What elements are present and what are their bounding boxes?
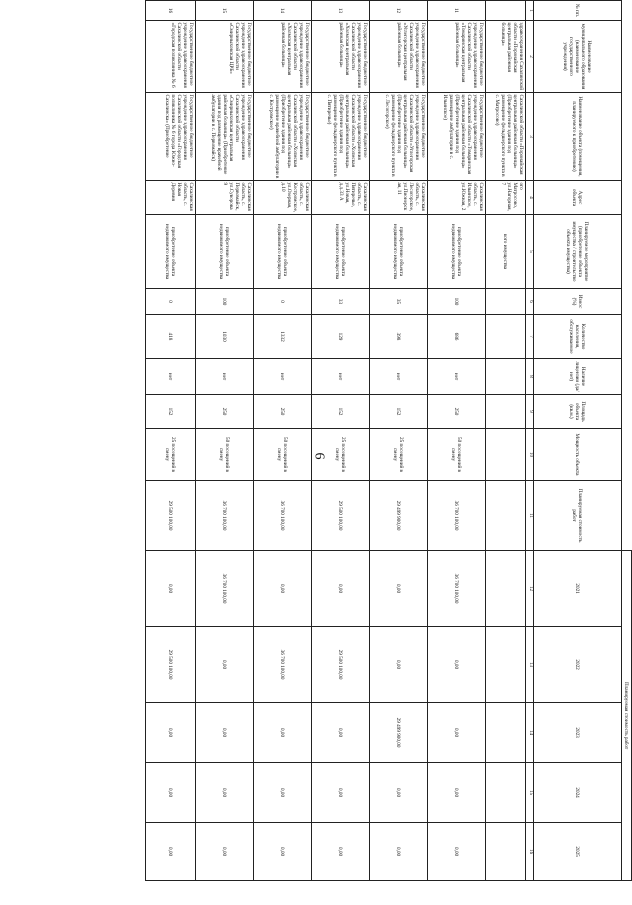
cell-no: 12 [370, 1, 428, 21]
cell-name: Государственное бюджетное учреждение здравоохранения Сахалинской области «Городская поликлиника № 6 города Южно-Сахалинска» (Приобретение [146, 93, 196, 181]
cell-lic: нет [196, 359, 254, 395]
cell-power: 25 посещений в смену [146, 429, 196, 481]
cell-action: приобретение объекта недвижимого имущества [196, 215, 254, 289]
cell-no: 11 [428, 1, 486, 21]
cell-pop: 686 [428, 315, 486, 359]
column-number: 8 [526, 359, 534, 395]
cell-y2024: 0,00 [196, 763, 254, 823]
cell-area: 250 [254, 395, 312, 429]
cell-y2025: 0,00 [196, 823, 254, 881]
cell-y2025 [486, 823, 526, 881]
cell-lic [486, 359, 526, 395]
cell-y2021: 0,00 [312, 551, 370, 627]
cell-wear: 0 [254, 289, 312, 315]
column-header: 2025 [534, 823, 622, 881]
cell-y2022: 0,00 [196, 627, 254, 703]
column-number: 15 [526, 763, 534, 823]
column-header: 2021 [534, 551, 622, 627]
cell-y2024: 0,00 [146, 763, 196, 823]
cost-table [145, 0, 632, 881]
cell-addr: Сахалинская область, с. Новая Деревня [146, 181, 196, 215]
cell-name: Государственное бюджетное учреждение здравоохранения Сахалинской области «Холмская центральная районная больница» (Приобретение здания под размещение врачебной амбулатории в с. Костромское) [254, 93, 312, 181]
cell-y2024: 0,00 [370, 763, 428, 823]
column-number: 13 [526, 627, 534, 703]
column-header: Мощность объекта [534, 429, 622, 481]
column-number: 5 [526, 215, 534, 289]
cell-y2024: 0,00 [254, 763, 312, 823]
cell-pop [486, 315, 526, 359]
table-row [254, 1, 312, 881]
cell-y2025: 0,00 [428, 823, 486, 881]
cell-action: приобретение объекта недвижимого имущества [428, 215, 486, 289]
column-number: 11 [526, 481, 534, 551]
cell-y2025: 0,00 [312, 823, 370, 881]
planned-cost-group-header: Планируемая стоимость работ [622, 551, 632, 881]
table-row [146, 1, 196, 881]
column-number: 7 [526, 315, 534, 359]
column-header: 2022 [534, 627, 622, 703]
cell-y2021 [486, 551, 526, 627]
cell-y2021: 36 700 100,00 [428, 551, 486, 627]
column-number: 14 [526, 703, 534, 763]
column-number: 4 [526, 181, 534, 215]
cell-power: 25 посещений в смену [370, 429, 428, 481]
cell-area: 152 [312, 395, 370, 429]
cell-org: Государственное бюджетное учреждение здравоохранения Сахалинской области «Холмская центральная районная больница» [312, 21, 370, 93]
cell-lic: нет [254, 359, 312, 395]
cell-no: 14 [254, 1, 312, 21]
cell-org: Государственное бюджетное учреждение здравоохранения Сахалинской области «Смирныховская ЦРБ» [196, 21, 254, 93]
table-row [370, 1, 428, 881]
column-header: Наличие лицензии (да/нет) [534, 359, 622, 395]
cell-y2025: 0,00 [254, 823, 312, 881]
cell-cost: 29 499 900,00 [370, 481, 428, 551]
cell-y2022: 29 500 100,00 [146, 627, 196, 703]
cell-wear: 100 [428, 289, 486, 315]
cell-addr: ого Матросово, ул.Нагорная, 7 [486, 181, 526, 215]
cell-y2023: 29 499 900,00 [370, 703, 428, 763]
rotated-page [152, 0, 632, 880]
cell-y2024: 0,00 [428, 763, 486, 823]
cell-name: Государственное бюджетное учреждение здравоохранения Сахалинской области «Смирныховская центральная районная больница» (Приобретение здания под размещение врачебной амбулатории в с. Первомайск) [196, 93, 254, 181]
cell-wear: 35 [370, 289, 428, 315]
cell-no: 16 [146, 1, 196, 21]
column-header: Количество населения, обслуживаемое [534, 315, 622, 359]
cell-lic: нет [312, 359, 370, 395]
cell-action: приобретение объекта недвижимого имущества [146, 215, 196, 289]
cell-area: 152 [370, 395, 428, 429]
cell-addr: Сахалинская область, с. Лесогорское, ул.Пионерская, 11 [370, 181, 428, 215]
cell-y2023: 0,00 [312, 703, 370, 763]
cell-action: кого имущества [486, 215, 526, 289]
column-number: 1 [526, 1, 534, 21]
cell-y2023: 0,00 [254, 703, 312, 763]
cell-power: 25 посещений в смену [312, 429, 370, 481]
cell-pop: 129 [312, 315, 370, 359]
cell-addr: Сахалинская область, с. Пятиречье, ул.Новая, д.д.33 А [312, 181, 370, 215]
cell-power: 50 посещений в смену [254, 429, 312, 481]
cell-action: приобретение объекта недвижимого имущества [254, 215, 312, 289]
table-row [312, 1, 370, 881]
cell-lic: нет [370, 359, 428, 395]
cell-y2022 [486, 627, 526, 703]
cell-no: 15 [196, 1, 254, 21]
column-number: 3 [526, 93, 534, 181]
cell-cost: 29 500 100,00 [146, 481, 196, 551]
cell-y2022: 0,00 [370, 627, 428, 703]
cell-power: 50 посещений в смену [428, 429, 486, 481]
cell-name: Государственное бюджетное учреждение здравоохранения Сахалинской области «Углегорская центральная районная больница» (Приобретение здания под размещение фельдшерского пункта в с. Лесогорское) [370, 93, 428, 181]
cell-wear [486, 289, 526, 315]
cell-y2024: 0,00 [312, 763, 370, 823]
cell-cost: 36 700 100,00 [254, 481, 312, 551]
cell-y2021: 0,00 [146, 551, 196, 627]
cell-y2022: 36 700 100,00 [254, 627, 312, 703]
column-header: Площадь объекта (кв.м.) [534, 395, 622, 429]
cell-addr: Сахалинская область, с. Костромское, ул.Озерная, д.10 [254, 181, 312, 215]
cell-org: Государственное бюджетное учреждение здравоохранения Сахалинской области «Холмская центральная районная больница» [254, 21, 312, 93]
cell-name: Сахалинской области «Поронайская центральная районная больница» (Приобретение здания под размещение фельдшерского пункта в с. Матросово) [486, 93, 526, 181]
column-header: Адрес объекта [534, 181, 622, 215]
column-header: Износ (%) [534, 289, 622, 315]
cell-power [486, 429, 526, 481]
cell-area [486, 395, 526, 429]
column-number: 6 [526, 289, 534, 315]
cell-lic: нет [428, 359, 486, 395]
cell-y2024 [486, 763, 526, 823]
cell-addr: Сахалинская область, с. Первомайск, ул.Суворова 9 [196, 181, 254, 215]
cell-cost: 36 700 100,00 [196, 481, 254, 551]
cell-pop: 1030 [196, 315, 254, 359]
cell-y2021: 0,00 [370, 551, 428, 627]
cell-name: Государственное бюджетное учреждение здравоохранения Сахалинской области «Томаринская центральная районная больница» (Приобретение здания под размещение амбулатории в с. Ильинское) [428, 93, 486, 181]
cell-org: здравоохранения Сахалинской области «Поронайская центральная районная больница» [486, 21, 526, 93]
cell-cost: 36 700 100,00 [428, 481, 486, 551]
cell-action: приобретение объекта недвижимого имущества [370, 215, 428, 289]
cell-wear: 33 [312, 289, 370, 315]
column-header: Планируемое мероприятие (приобретение объекта имущества / строительство объекта имущества) [534, 215, 622, 289]
column-header: Планируемая стоимость работ [534, 481, 622, 551]
cell-power: 50 посещений в смену [196, 429, 254, 481]
cell-y2023: 0,00 [196, 703, 254, 763]
cell-cost [486, 481, 526, 551]
cell-y2021: 0,00 [254, 551, 312, 627]
column-number: 2 [526, 21, 534, 93]
cell-org: Государственное бюджетное учреждение здравоохранения Сахалинской области «Углегорская центральная районная больница» [370, 21, 428, 93]
cell-org: Государственное бюджетное учреждение здравоохранения Сахалинской области «Томаринская центральная районная больница» [428, 21, 486, 93]
cell-wear: 100 [196, 289, 254, 315]
cell-org: Государственное бюджетное учреждение здравоохранения Сахалинской области «Городская поликлиника № 6 [146, 21, 196, 93]
cell-pop: 398 [370, 315, 428, 359]
page-number: 6 [311, 452, 327, 460]
cell-y2025: 0,00 [370, 823, 428, 881]
cell-y2025: 0,00 [146, 823, 196, 881]
cell-area: 250 [196, 395, 254, 429]
cell-y2023 [486, 703, 526, 763]
table-row [486, 1, 526, 881]
cell-no: 13 [312, 1, 370, 21]
cell-y2023: 0,00 [428, 703, 486, 763]
cell-no [486, 1, 526, 21]
cell-action: приобретение объекта недвижимого имущества [312, 215, 370, 289]
column-number: 9 [526, 395, 534, 429]
cell-wear: 0 [146, 289, 196, 315]
cell-pop: 1332 [254, 315, 312, 359]
cell-y2022: 29 500 100,00 [312, 627, 370, 703]
cell-y2021: 36 700 100,00 [196, 551, 254, 627]
cell-cost: 29 500 100,00 [312, 481, 370, 551]
cell-lic: нет [146, 359, 196, 395]
table-body [146, 1, 526, 881]
column-header: 2024 [534, 763, 622, 823]
cell-y2022: 0,00 [428, 627, 486, 703]
column-header: № пп. [534, 1, 622, 21]
column-number: 16 [526, 823, 534, 881]
cell-addr: Сахалинская область, с. Ильинское, ул.Южная, 2 [428, 181, 486, 215]
column-number: 10 [526, 429, 534, 481]
table-row [196, 1, 254, 881]
header-row [534, 1, 622, 881]
column-number-row [526, 1, 534, 881]
table-row [428, 1, 486, 881]
cell-area: 250 [428, 395, 486, 429]
cell-name: Государственное бюджетное учреждение здравоохранения Сахалинской области «Холмская центральная районная больница» (Приобретение здания под размещение фельдшерского пункта в с. Пятиречье) [312, 93, 370, 181]
column-header: 2023 [534, 703, 622, 763]
column-header: Наименование муниципального образования (наименование государственного учреждения) [534, 21, 622, 93]
cell-area: 152 [146, 395, 196, 429]
column-number: 12 [526, 551, 534, 627]
column-header: Наименование объекта (помещения, планируемого к приобретению) [534, 93, 622, 181]
cell-y2023: 0,00 [146, 703, 196, 763]
cell-pop: 418 [146, 315, 196, 359]
